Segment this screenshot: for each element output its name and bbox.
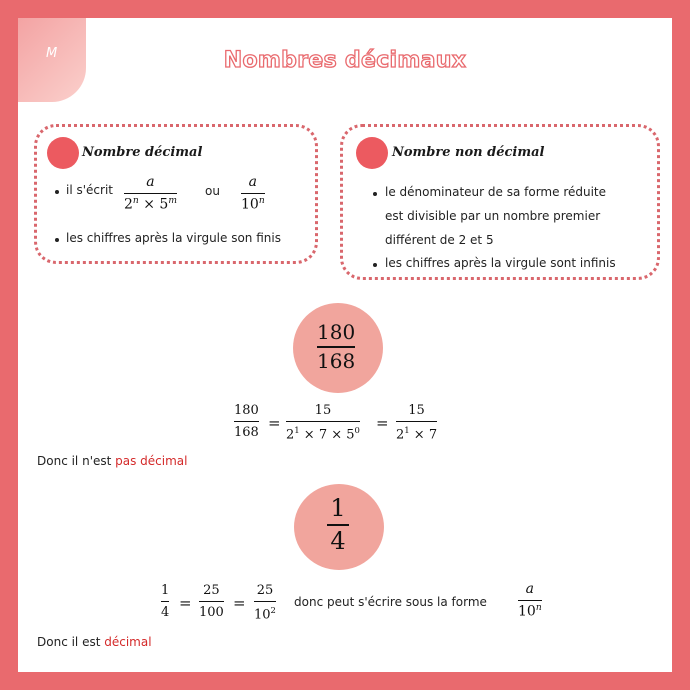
decimal-heading-dot-icon (47, 137, 79, 169)
equals-sign: = (233, 594, 246, 612)
bullet-icon (55, 190, 59, 194)
fraction-numerator: 15 (408, 403, 425, 418)
fraction-numerator: 180 (317, 320, 356, 344)
non-decimal-heading: Nombre non décimal (392, 145, 545, 160)
fraction-denominator: 10$^n$ (518, 603, 542, 620)
fraction-numerator: 25 (203, 583, 220, 598)
fraction-numerator: a (146, 174, 155, 190)
example2-eq-fraction-b (199, 583, 224, 620)
non-decimal-bullet2: les chiffres après la virgule sont infinis (385, 256, 616, 270)
example2-middle-text: donc peut s'écrire sous la forme (294, 595, 487, 609)
fraction-numerator: 180 (234, 403, 259, 418)
example2-form-fraction (518, 581, 542, 620)
decimal-form-fraction-1 (124, 174, 177, 213)
bullet-icon (373, 263, 377, 267)
example1-circle-fraction (317, 320, 355, 373)
fraction-denominator: 4 (161, 605, 170, 620)
decimal-form-fraction-2 (241, 174, 265, 213)
fraction-denominator: 168 (317, 348, 356, 373)
example1-eq-fraction-b (286, 403, 360, 442)
example2-eq-fraction-c (254, 583, 276, 622)
example1-eq-fraction-c (396, 403, 437, 442)
fraction-numerator: a (248, 174, 258, 190)
fraction-denominator: $10^2$ (254, 605, 276, 623)
bullet-icon (373, 192, 377, 196)
fraction-denominator: $2^n \times 5^m$ (124, 196, 177, 213)
example1-eq-fraction-a (234, 403, 259, 440)
example2-conclusion: Donc il est décimal (37, 635, 152, 649)
fraction-numerator: 15 (314, 403, 332, 418)
fraction-numerator: a (525, 581, 535, 597)
example2-circle-fraction (327, 494, 349, 555)
decimal-heading: Nombre décimal (82, 145, 203, 160)
non-decimal-bullet1-line3: différent de 2 et 5 (385, 233, 494, 247)
corner-letter: M (46, 46, 58, 61)
equals-sign: = (179, 594, 192, 612)
or-word: ou (205, 184, 220, 198)
example2-eq-fraction-a (161, 583, 169, 620)
fraction-denominator: 168 (234, 425, 259, 440)
fraction-denominator: 100 (199, 605, 224, 620)
non-decimal-bullet1-line2: est divisible par un nombre premier (385, 209, 601, 223)
fraction-numerator: 25 (256, 583, 274, 598)
fraction-numerator: 1 (330, 494, 346, 522)
bullet-icon (55, 238, 59, 242)
example1-conclusion: Donc il n'est pas décimal (37, 454, 188, 468)
fraction-numerator: 1 (161, 583, 170, 598)
non-decimal-bullet1-line1: le dénominateur de sa forme réduite (385, 185, 607, 199)
example2-conclusion-highlight: décimal (104, 635, 152, 649)
equals-sign: = (376, 414, 389, 432)
decimal-bullet2: les chiffres après la virgule son finis (66, 231, 281, 245)
example1-conclusion-highlight: pas décimal (115, 454, 188, 468)
equals-sign: = (268, 414, 281, 432)
fraction-denominator: $2^1 \times 7 \times 5^0$ (286, 425, 360, 443)
non-decimal-heading-dot-icon (356, 137, 388, 169)
page-title: Nombres décimaux (223, 48, 467, 73)
fraction-denominator: $2^1 \times 7$ (396, 425, 438, 443)
decimal-bullet1-prefix: il s'écrit (66, 183, 113, 197)
fraction-denominator: 4 (330, 526, 346, 555)
fraction-denominator: 10$^n$ (241, 196, 265, 213)
